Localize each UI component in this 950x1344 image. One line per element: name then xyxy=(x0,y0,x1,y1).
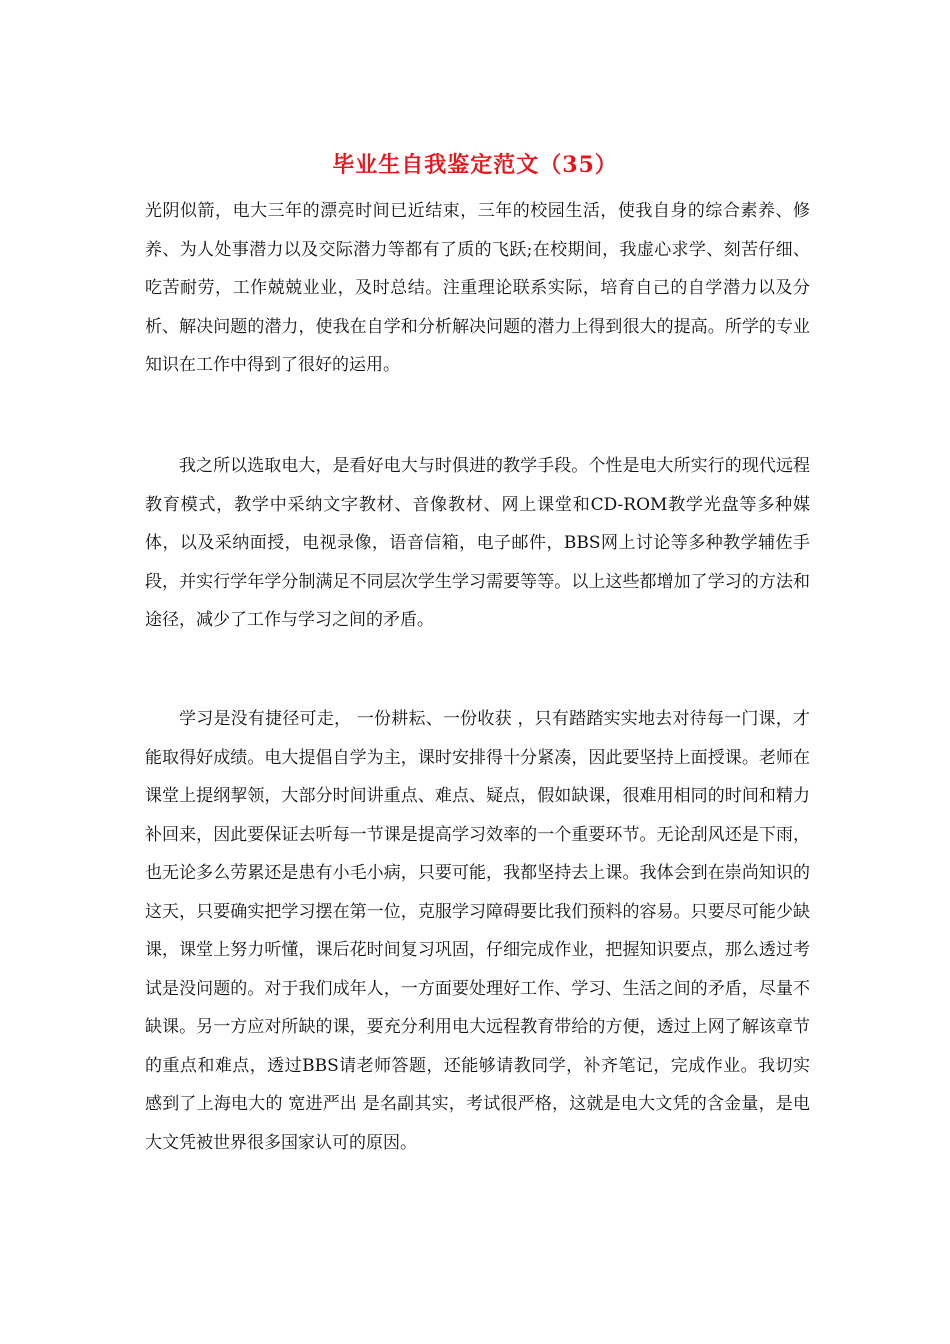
paragraph-3: 学习是没有捷径可走， 一份耕耘、一份收获 ，只有踏踏实实地去对待每一门课，才能取得好成绩。电大提倡自学为主，课时安排得十分紧凑，因此要坚持上面授课。老师在课堂上提纲挈领，大部分时间讲重点、难点、疑点，假如缺课，很难用相同的时间和精力补回来，因此要保证去听每一节课是提高学习效率的一个重要环节。无论刮风还是下雨，也无论多么劳累还是患有小毛小病，只要可能，我都坚持去上课。我体会到在崇尚知识的这天，只要确实把学习摆在第一位，克服学习障碍要比我们预料的容易。只要尽可能少缺课，课堂上努力听懂，课后花时间复习巩固，仔细完成作业，把握知识要点，那么透过考试是没问题的。对于我们成年人，一方面要处理好工作、学习、生活之间的矛盾，尽量不缺课。另一方应对所缺的课，要充分利用电大远程教育带给的方便，透过上网了解该章节的重点和难点，透过BBS请老师答题，还能够请教同学，补齐笔记，完成作业。我切实感到了上海电大的 宽进严出 是名副其实，考试很严格，这就是电大文凭的含金量，是电大文凭被世界很多国家认可的原因。 xyxy=(145,709,810,1153)
paragraph-2: 我之所以选取电大，是看好电大与时俱进的教学手段。个性是电大所实行的现代远程教育模式，教学中采纳文字教材、音像教材、网上课堂和CD-ROM教学光盘等多种媒体，以及采纳面授，电视录像，语音信箱，电子邮件，BBS网上讨论等多种教学辅佐手段，并实行学年学分制满足不同层次学生学习需要等等。以上这些都增加了学习的方法和途径，减少了工作与学习之间的矛盾。 xyxy=(145,456,810,630)
paragraph-1: 光阴似箭，电大三年的漂亮时间已近结束，三年的校园生活，使我自身的综合素养、修养、为人处事潜力以及交际潜力等都有了质的飞跃;在校期间，我虚心求学、刻苦仔细、吃苦耐劳，工作兢兢业业，及时总结。注重理论联系实际，培育自己的自学潜力以及分析、解决问题的潜力，使我在自学和分析解决问题的潜力上得到很大的提高。所学的专业知识在工作中得到了很好的运用。 xyxy=(145,201,810,375)
document-title: 毕业生自我鉴定范文（35） xyxy=(332,152,618,178)
